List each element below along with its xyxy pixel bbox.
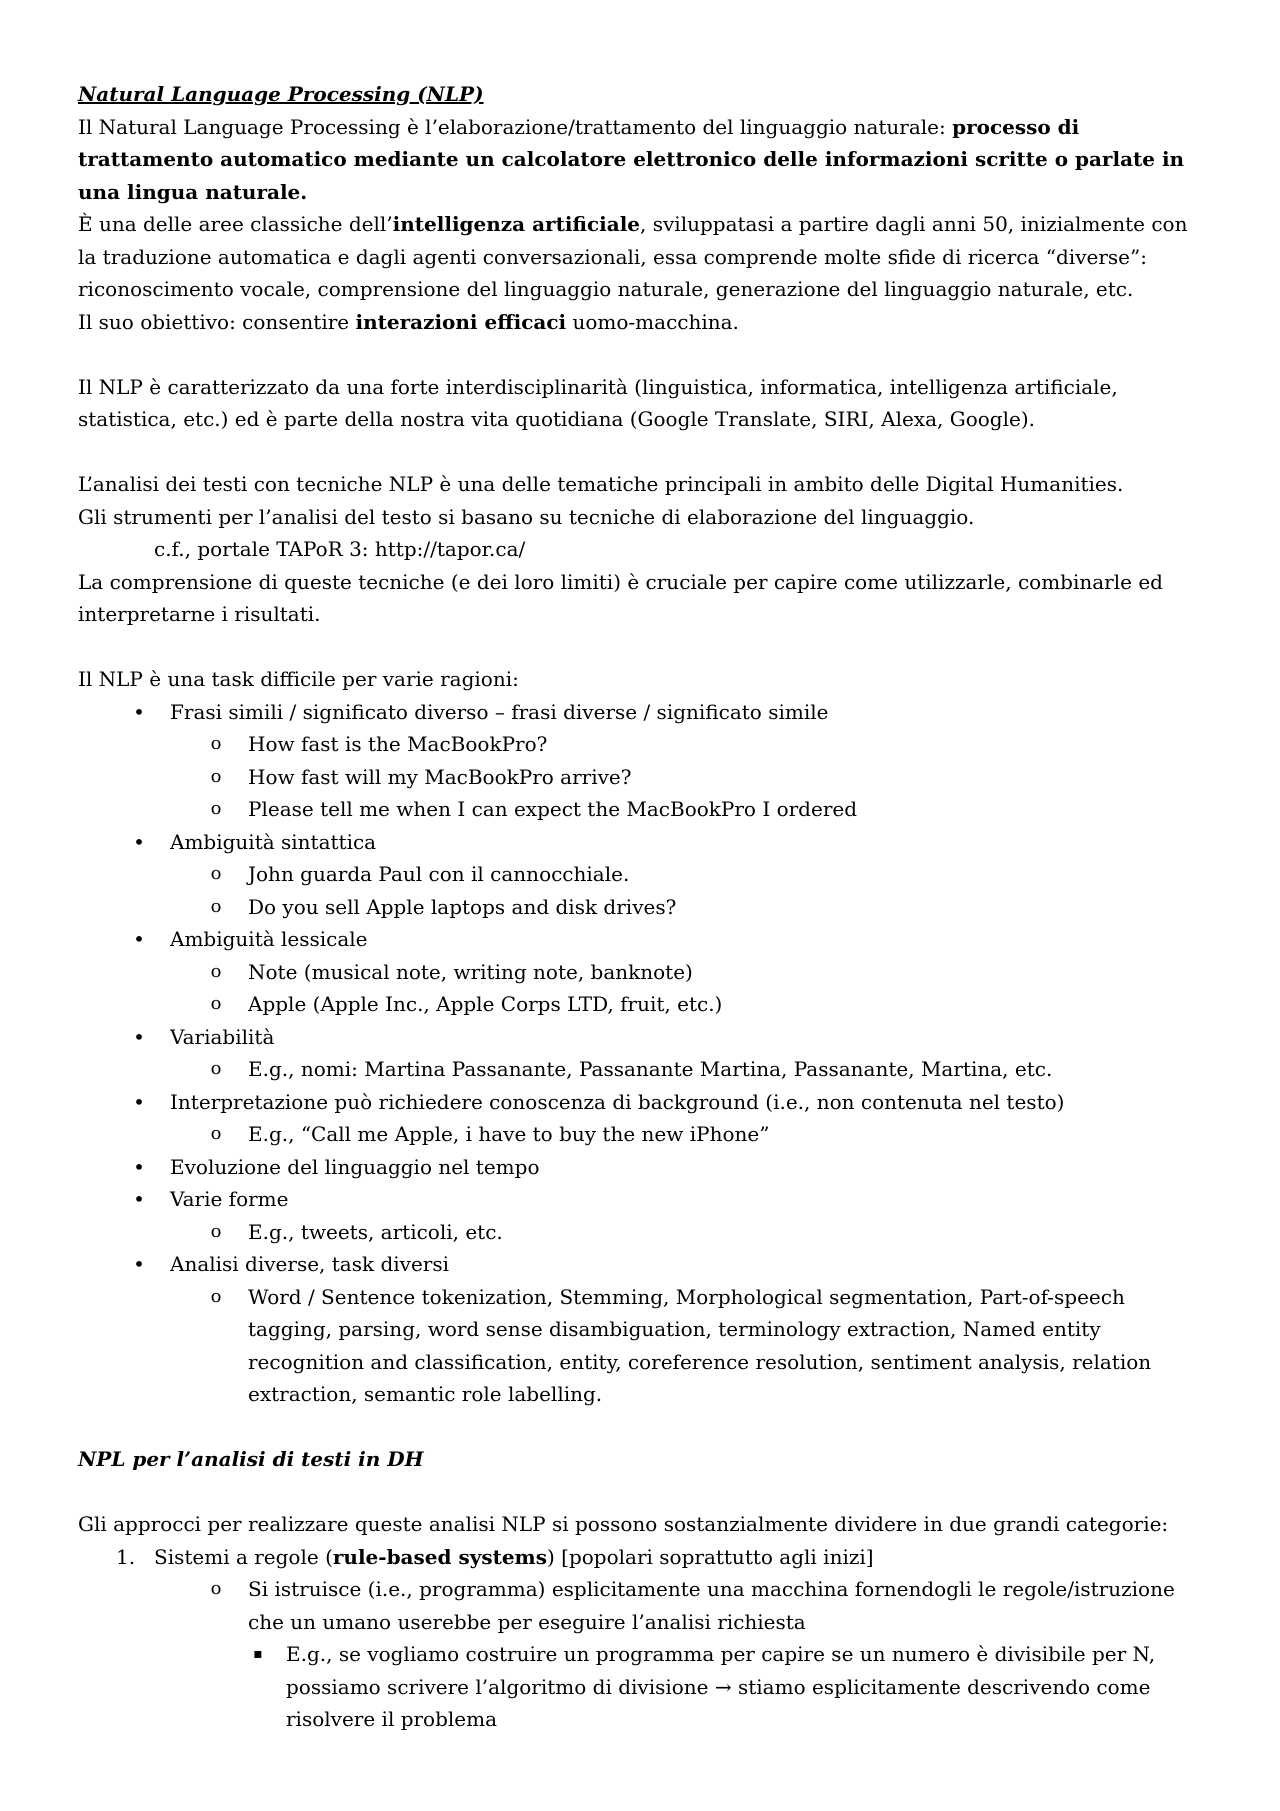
spacer: [78, 631, 1208, 664]
reason-label: Ambiguità lessicale: [170, 927, 368, 951]
circle-marker: o: [210, 798, 222, 819]
reason-label: Ambiguità sintattica: [170, 829, 377, 854]
approaches-intro: Gli approcci per realizzare queste analisi NLP si possono sostanzialmente dividere in due grandi categorie:: [78, 1512, 1169, 1536]
circle-marker: o: [210, 993, 222, 1014]
bullet-marker: •: [133, 927, 145, 951]
reason-item: [78, 696, 1208, 729]
reason-label: Interpretazione può richiedere conoscenza di background (i.e., non contenuta nel testo): [170, 1089, 1065, 1114]
bullet-marker: •: [133, 1154, 145, 1179]
example-item: [78, 891, 1208, 924]
circle-marker: o: [210, 1220, 222, 1242]
circle-marker: o: [210, 1123, 222, 1144]
example-text: E.g., “Call me Apple, i have to buy the new iPhone”: [248, 1122, 770, 1146]
bullet-marker: •: [133, 1187, 145, 1211]
spacer: [78, 338, 1208, 371]
approach-bold: rule-based systems: [332, 1544, 547, 1569]
circle-marker: o: [210, 1578, 222, 1599]
intro-prefix: Il Natural Language Processing è l’elaborazione/trattamento del linguaggio naturale:: [78, 114, 953, 139]
approach-prefix: Sistemi a regole (: [154, 1544, 333, 1569]
circle-marker: o: [210, 960, 222, 982]
approach-example: [78, 1638, 1208, 1736]
approach-item: [78, 1541, 1208, 1574]
dh-line-2: Gli strumenti per l’analisi del testo si basano su tecniche di elaborazione del linguaggio.: [78, 504, 975, 529]
ai-area-bold: intelligenza artificiale: [392, 212, 641, 236]
example-text: How fast will my MacBookPro arrive?: [248, 764, 632, 789]
example-item: [78, 858, 1208, 891]
example-item: [78, 728, 1208, 761]
bullet-marker: •: [133, 1089, 145, 1114]
example-item: [78, 1216, 1208, 1249]
example-item: [78, 1281, 1208, 1411]
square-marker: ▪: [253, 1646, 263, 1662]
reason-label: Variabilità: [170, 1024, 275, 1049]
example-item: [78, 793, 1208, 826]
approach-suffix: ) [popolari soprattutto agli inizi]: [546, 1544, 874, 1569]
circle-marker: o: [210, 863, 222, 884]
reason-item: [78, 1248, 1208, 1281]
ai-area-suffix: , sviluppatasi a partire dagli anni 50, inizialmente con la traduzione automatica e dagli agenti conversazionali, essa comprende molte sfide di ricerca “diverse”: riconoscimento vocale, comprensione del linguaggio naturale, generazione del linguaggio naturale, etc.: [78, 212, 1188, 301]
reasons-list: [78, 696, 1208, 1411]
number-marker: 1.: [116, 1544, 136, 1569]
difficulty-intro: Il NLP è una task difficile per varie ragioni:: [78, 667, 519, 691]
reason-item: [78, 1151, 1208, 1184]
intro-definition: processo di trattamento automatico mediante un calcolatore elettronico delle informazioni scritte o parlate in una lingua naturale.: [78, 114, 1185, 204]
approach-detail-text: Si istruisce (i.e., programma) esplicitamente una macchina fornendogli le regole/istruzione che un umano userebbe per eseguire l’analisi richiesta: [248, 1577, 1175, 1634]
spacer: [78, 1476, 1208, 1509]
example-text: E.g., nomi: Martina Passanante, Passanante Martina, Passanante, Martina, etc.: [248, 1057, 1053, 1081]
example-item: [78, 761, 1208, 794]
reason-item: [78, 1183, 1208, 1216]
spacer: [78, 436, 1208, 469]
bullet-marker: •: [133, 699, 145, 724]
tapor-reference: c.f., portale TAPoR 3: http://tapor.ca/: [154, 537, 526, 561]
example-text: How fast is the MacBookPro?: [248, 732, 548, 756]
section-title-dh: NPL per l’analisi di testi in DH: [78, 1447, 424, 1471]
example-item: [78, 1118, 1208, 1151]
goal-suffix: uomo-macchina.: [566, 309, 739, 334]
reason-item: [78, 923, 1208, 956]
circle-marker: o: [210, 733, 222, 754]
reason-item: [78, 1021, 1208, 1054]
spacer: [78, 1411, 1208, 1444]
circle-marker: o: [210, 765, 222, 787]
example-text: John guarda Paul con il cannocchiale.: [248, 862, 630, 886]
bullet-marker: •: [133, 1252, 145, 1276]
ai-area-prefix: È una delle aree classiche dell’: [78, 212, 393, 236]
approach-example-text: E.g., se vogliamo costruire un programma per capire se un numero è divisibile per N, possiamo scrivere l’algoritmo di divisione → stiamo esplicitamente descrivendo come risolvere il problema: [286, 1642, 1156, 1731]
example-item: [78, 1053, 1208, 1086]
reason-label: Varie forme: [170, 1187, 289, 1211]
dh-line-1: L’analisi dei testi con tecniche NLP è una delle tematiche principali in ambito delle Digital Humanities.: [78, 472, 1124, 496]
interdisciplinary-paragraph: Il NLP è caratterizzato da una forte interdisciplinarità (linguistica, informatica, intelligenza artificiale, statistica, etc.) ed è parte della nostra vita quotidiana (Google Translate, SIRI, Alexa, Google).: [78, 374, 1118, 431]
circle-marker: o: [210, 895, 222, 917]
goal-prefix: Il suo obiettivo: consentire: [78, 309, 356, 334]
bullet-marker: •: [133, 1024, 145, 1049]
reason-label: Evoluzione del linguaggio nel tempo: [170, 1154, 540, 1179]
example-text: Note (musical note, writing note, banknote): [248, 959, 693, 984]
reason-item: [78, 1086, 1208, 1119]
goal-bold: interazioni efficaci: [355, 309, 567, 334]
section-title-nlp: Natural Language Processing (NLP): [78, 82, 484, 106]
document-page: [78, 78, 1208, 1736]
example-text: Apple (Apple Inc., Apple Corps LTD, fruit, etc.): [248, 992, 723, 1016]
reason-label: Frasi simili / significato diverso – frasi diverse / significato simile: [170, 699, 829, 724]
understanding-paragraph: La comprensione di queste tecniche (e dei loro limiti) è cruciale per capire come utilizzarle, combinarle ed interpretarne i risultati.: [78, 569, 1163, 626]
example-item: [78, 956, 1208, 989]
intro-paragraph: [78, 111, 1208, 209]
example-text: Do you sell Apple laptops and disk drives?: [248, 894, 677, 919]
example-text: Word / Sentence tokenization, Stemming, Morphological segmentation, Part-of-speech tagging, parsing, word sense disambiguation, terminology extraction, Named entity recognition and classification, entity, coreference resolution, sentiment analysis, relation extraction, semantic role labelling.: [248, 1284, 1152, 1406]
ai-area-paragraph: [78, 208, 1208, 306]
bullet-marker: •: [133, 829, 145, 854]
goal-paragraph: [78, 306, 1208, 339]
example-text: E.g., tweets, articoli, etc.: [248, 1219, 503, 1244]
example-text: Please tell me when I can expect the MacBookPro I ordered: [248, 797, 858, 821]
circle-marker: o: [210, 1058, 222, 1079]
reason-item: [78, 826, 1208, 859]
circle-marker: o: [210, 1285, 222, 1307]
approaches-list: [78, 1541, 1208, 1736]
example-item: [78, 988, 1208, 1021]
approach-detail: [78, 1573, 1208, 1638]
reason-label: Analisi diverse, task diversi: [170, 1252, 450, 1276]
